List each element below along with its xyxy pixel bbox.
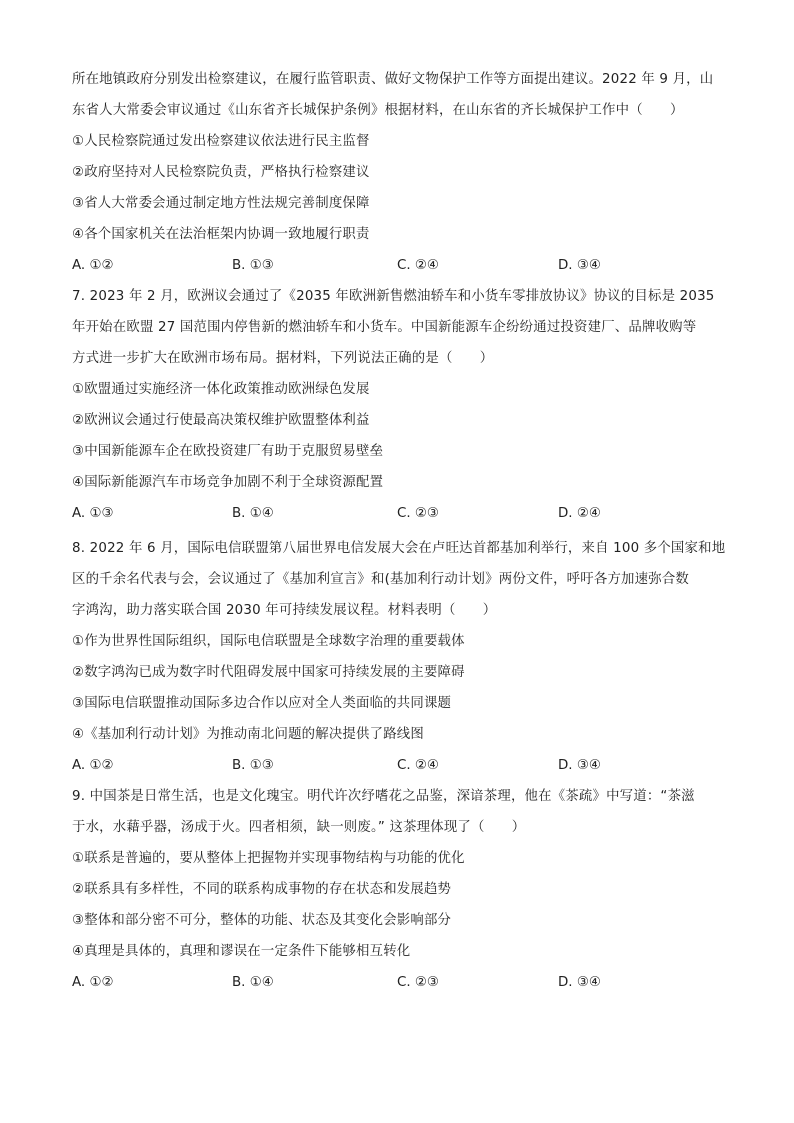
- exam-page: [72, 64, 726, 998]
- option-statement: ②欧洲议会通过行使最高决策权维护欧盟整体利益: [72, 413, 370, 428]
- question-stem-line: 于水，水藉乎器，汤成于火。四者相须，缺一则废。” 这茶理体现了（ ）: [72, 820, 526, 835]
- option-statement: ①人民检察院通过发出检察建议依法进行民主监督: [72, 134, 370, 149]
- choice-b: B. ①④: [232, 975, 274, 990]
- choice-a: A. ①②: [72, 975, 114, 990]
- question-stem-line: 字鸿沟，助力落实联合国 2030 年可持续发展议程。材料表明（ ）: [72, 603, 497, 618]
- question-8: [72, 533, 726, 781]
- choice-c: C. ②④: [397, 258, 439, 273]
- choice-c: C. ②④: [397, 758, 439, 773]
- option-statement: ③中国新能源车企在欧投资建厂有助于克服贸易壁垒: [72, 444, 384, 459]
- answer-choices: [72, 250, 722, 281]
- choice-d: D. ②④: [558, 506, 601, 521]
- question-7: [72, 281, 722, 529]
- option-statement: ④国际新能源汽车市场竞争加剧不利于全球资源配置: [72, 475, 384, 490]
- question-6-continued: [72, 64, 722, 281]
- choice-a: A. ①②: [72, 258, 114, 273]
- option-statement: ③国际电信联盟推动国际多边合作以应对全人类面临的共同课题: [72, 696, 452, 711]
- question-stem-line: 方式进一步扩大在欧洲市场布局。据材料，下列说法正确的是（ ）: [72, 351, 494, 366]
- question-stem-line: 所在地镇政府分别发出检察建议，在履行监管职责、做好文物保护工作等方面提出建议。2022 年 9 月，山: [72, 72, 714, 87]
- question-stem-line: 东省人大常委会审议通过《山东省齐长城保护条例》根据材料，在山东省的齐长城保护工作中（ ）: [72, 103, 684, 118]
- question-stem-line: 9. 中国茶是日常生活，也是文化瑰宝。明代许次纾嗜花之品鉴，深谙茶理，他在《茶疏》中写道：“茶滋: [72, 789, 695, 804]
- answer-choices: [72, 498, 722, 529]
- choice-d: D. ③④: [558, 758, 601, 773]
- option-statement: ①作为世界性国际组织，国际电信联盟是全球数字治理的重要载体: [72, 634, 465, 649]
- choice-b: B. ①③: [232, 758, 274, 773]
- option-statement: ③整体和部分密不可分，整体的功能、状态及其变化会影响部分: [72, 913, 452, 928]
- choice-a: A. ①③: [72, 506, 114, 521]
- option-statement: ①欧盟通过实施经济一体化政策推动欧洲绿色发展: [72, 382, 370, 397]
- option-statement: ②数字鸿沟已成为数字时代阻碍发展中国家可持续发展的主要障碍: [72, 665, 465, 680]
- choice-d: D. ③④: [558, 975, 601, 990]
- option-statement: ④各个国家机关在法治框架内协调一致地履行职责: [72, 227, 370, 242]
- option-statement: ①联系是普遍的，要从整体上把握物并实现事物结构与功能的优化: [72, 851, 465, 866]
- choice-b: B. ①③: [232, 258, 274, 273]
- question-stem-line: 年开始在欧盟 27 国范围内停售新的燃油轿车和小货车。中国新能源车企纷纷通过投资建厂、品牌收购等: [72, 320, 697, 335]
- choice-c: C. ②③: [397, 975, 439, 990]
- question-stem-line: 区的千余名代表与会，会议通过了《基加利宣言》和(基加利行动计划》两份文件，呼吁各方加速弥合数: [72, 572, 689, 587]
- choice-a: A. ①②: [72, 758, 114, 773]
- question-stem-line: 7. 2023 年 2 月，欧洲议会通过了《2035 年欧洲新售燃油轿车和小货车零排放协议》协议的目标是 2035: [72, 289, 715, 304]
- answer-choices: [72, 750, 722, 781]
- option-statement: ②联系具有多样性，不同的联系构成事物的存在状态和发展趋势: [72, 882, 452, 897]
- choice-d: D. ③④: [558, 258, 601, 273]
- option-statement: ②政府坚持对人民检察院负责，严格执行检察建议: [72, 165, 370, 180]
- answer-choices: [72, 967, 722, 998]
- option-statement: ③省人大常委会通过制定地方性法规完善制度保障: [72, 196, 370, 211]
- option-statement: ④《基加利行动计划》为推动南北问题的解决提供了路线图: [72, 727, 424, 742]
- option-statement: ④真理是具体的，真理和谬误在一定条件下能够相互转化: [72, 944, 411, 959]
- question-9: [72, 781, 722, 998]
- question-stem-line: 8. 2022 年 6 月，国际电信联盟第八届世界电信发展大会在卢旺达首都基加利举行，来自 100 多个国家和地: [72, 541, 726, 556]
- choice-b: B. ①④: [232, 506, 274, 521]
- choice-c: C. ②③: [397, 506, 439, 521]
